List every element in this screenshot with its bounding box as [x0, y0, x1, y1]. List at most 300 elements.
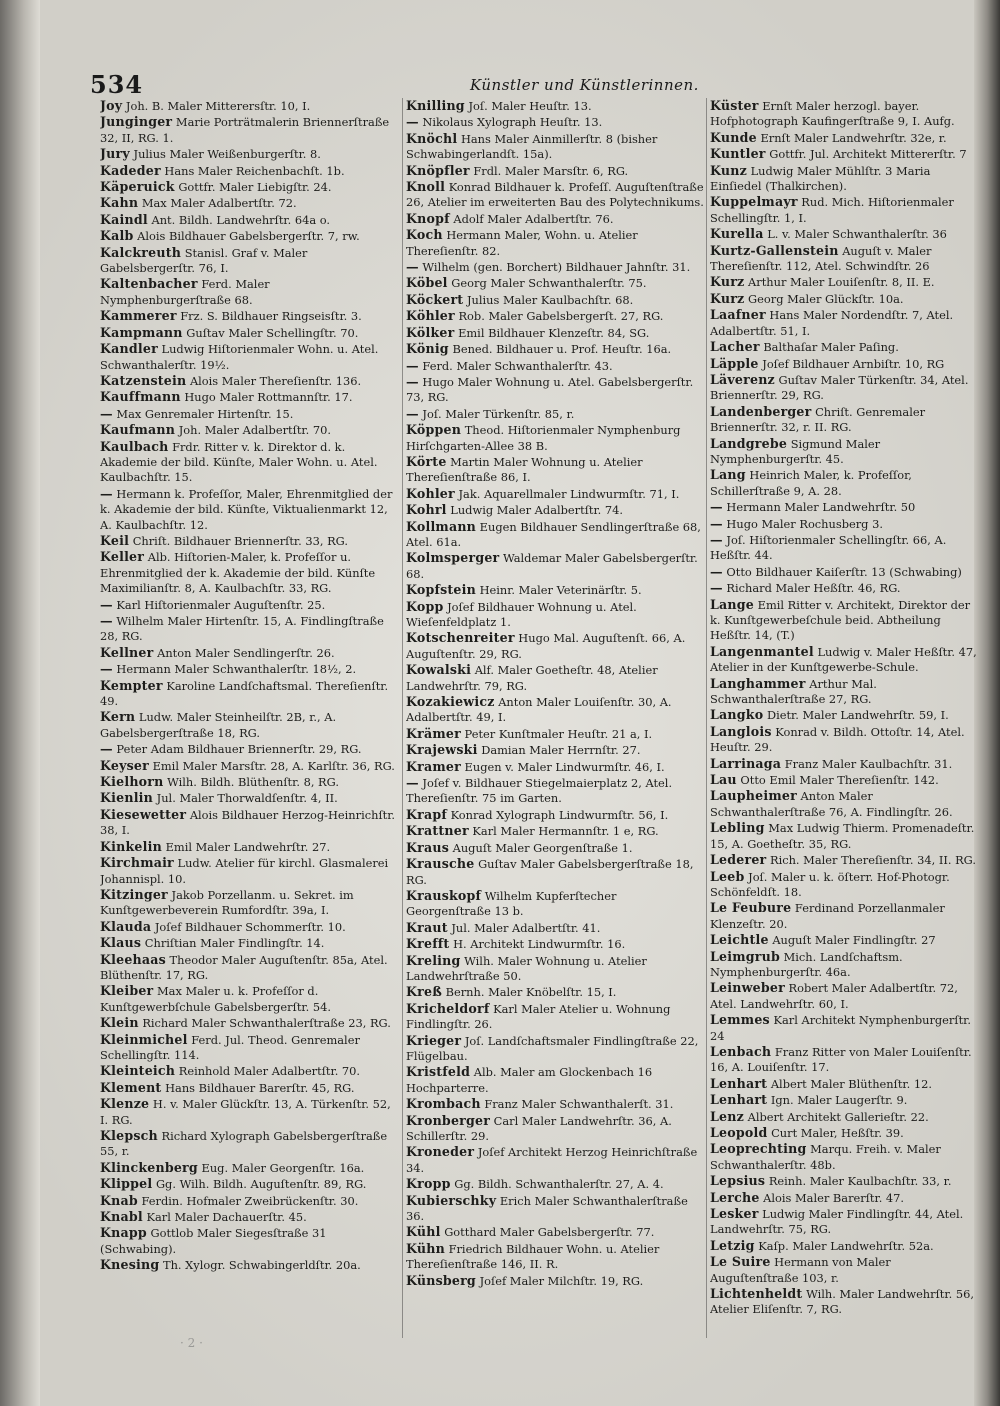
- directory-entry: [100, 1193, 398, 1209]
- entry-text: Hans Maler Nordendſtr. 7, Atel. Adalbertſtr. 51, I.: [710, 308, 954, 338]
- directory-entry: [710, 900, 980, 932]
- entry-name: Läpple: [710, 355, 759, 371]
- entry-name: Klement: [100, 1079, 162, 1095]
- directory-entry: [100, 741, 398, 757]
- entry-text: Ant. Bildh. Landwehrſtr. 64a o.: [151, 212, 331, 227]
- entry-text: Gg. Wilh. Bildh. Auguſtenſtr. 89, RG.: [155, 1177, 367, 1192]
- entry-text: Wilh. Bildh. Blüthenſtr. 8, RG.: [167, 775, 339, 790]
- entry-name: Keller: [100, 549, 145, 565]
- entry-text: Wilhelm (gen. Borchert) Bildhauer Jahnſtr. 31.: [422, 260, 691, 275]
- page-number: 534: [90, 70, 144, 99]
- directory-entry: [406, 1144, 704, 1176]
- directory-entry: [710, 516, 980, 532]
- entry-text: Eugen v. Maler Lindwurmſtr. 46, I.: [464, 759, 665, 774]
- directory-entry: [710, 597, 980, 644]
- entry-name: Kielhorn: [100, 774, 164, 790]
- entry-name: Klippel: [100, 1176, 153, 1192]
- directory-entry: [710, 404, 980, 436]
- directory-entry: [406, 406, 704, 422]
- entry-name: Knesing: [100, 1257, 160, 1273]
- entry-text: Rud. Mich. Hiſtorienmaler Schellingſtr. 1, I.: [710, 195, 954, 225]
- directory-entry: [406, 1064, 704, 1096]
- entry-text: Auguſt Maler Findlingſtr. 27: [772, 933, 936, 948]
- entry-name: Kuppelmayr: [710, 194, 798, 210]
- entry-text: Alois Bildhauer Herzog-Heinrichſtr. 38, I.: [100, 807, 396, 838]
- directory-entry: [710, 869, 980, 901]
- directory-entry: [710, 949, 980, 981]
- entry-text: Theodor Maler Auguſtenſtr. 85a, Atel. Blüthenſtr. 17, RG.: [100, 952, 388, 982]
- entry-text: Wilh. Maler Wohnung u. Atelier Landwehrſtraße 50.: [406, 953, 647, 983]
- entry-text: Karoline Landſchaftsmal. Thereſienſtr. 49.: [100, 678, 389, 709]
- entry-name: Klaus: [100, 935, 142, 951]
- directory-entry: [406, 341, 704, 357]
- directory-entry: [100, 486, 398, 533]
- directory-entry: [710, 226, 980, 242]
- entry-text: Adolf Maler Adalbertſtr. 76.: [453, 211, 614, 226]
- entry-name: Kempter: [100, 677, 163, 693]
- directory-entry: [406, 292, 704, 308]
- entry-name: Lesker: [710, 1206, 759, 1222]
- directory-entry: [710, 756, 980, 772]
- entry-text: Theod. Hiſtorienmaler Nymphenburg Hirſchgarten-Allee 38 B.: [406, 423, 681, 453]
- entry-text: Ludw. Maler Steinheilſtr. 2B, r., A. Gabelsbergerſtraße 18, RG.: [100, 710, 337, 740]
- entry-text: Balthaſar Maler Paſing.: [763, 340, 899, 355]
- directory-entry: [100, 887, 398, 919]
- entry-name: Lange: [710, 596, 754, 612]
- directory-entry: [710, 532, 980, 564]
- entry-name: —: [100, 405, 113, 421]
- directory-entry: [406, 519, 704, 551]
- directory-entry: [710, 274, 980, 290]
- entry-name: Kurz: [710, 274, 745, 290]
- entry-text: Chriſt. Bildhauer Briennerſtr. 33, RG.: [132, 533, 348, 548]
- directory-entry: [710, 788, 980, 820]
- entry-text: Ernſt Maler Landwehrſtr. 32e, r.: [760, 130, 947, 145]
- entry-text: Konrad Xylograph Lindwurmſtr. 56, I.: [450, 807, 669, 822]
- directory-entry: [406, 775, 704, 807]
- entry-text: Joſef Bildhauer Schommerſtr. 10.: [154, 919, 346, 934]
- entry-name: Kotschenreiter: [406, 630, 515, 646]
- entry-name: Köbel: [406, 275, 448, 291]
- directory-entry: [710, 820, 980, 852]
- entry-text: Bernh. Maler Knöbelſtr. 15, I.: [445, 985, 617, 1000]
- directory-entry: [710, 339, 980, 355]
- entry-name: Kern: [100, 709, 136, 725]
- directory-entry: [100, 774, 398, 790]
- directory-entry: [710, 307, 980, 339]
- entry-name: —: [710, 499, 723, 515]
- entry-text: Alb. Maler am Glockenbach 16 Hochparterre.: [406, 1065, 653, 1095]
- entry-text: Rob. Maler Gabelsbergerſt. 27, RG.: [458, 309, 664, 324]
- directory-entry: [710, 980, 980, 1012]
- entry-text: Otto Emil Maler Thereſienſtr. 142.: [740, 773, 939, 788]
- directory-entry: [710, 356, 980, 372]
- entry-name: Kampmann: [100, 324, 183, 340]
- entry-name: Kaufmann: [100, 422, 176, 438]
- entry-name: Landgrebe: [710, 435, 788, 451]
- entry-text: Albert Architekt Gallerieſtr. 22.: [747, 1109, 929, 1124]
- directory-entry: [100, 228, 398, 244]
- directory-entry: [406, 582, 704, 598]
- entry-text: H. Architekt Lindwurmſtr. 16.: [453, 937, 626, 952]
- entry-name: Kurella: [710, 226, 764, 242]
- directory-entry: [100, 839, 398, 855]
- entry-name: Leimgrub: [710, 948, 780, 964]
- entry-name: Klenze: [100, 1096, 150, 1112]
- directory-entry: [710, 1044, 980, 1076]
- entry-text: Wilhelm Kupferſtecher Georgenſtraße 13 b.: [406, 888, 617, 919]
- entry-name: Lacher: [710, 339, 760, 355]
- entry-text: Richard Xylograph Gabelsbergerſtraße 55, r.: [100, 1129, 388, 1159]
- entry-name: —: [100, 741, 113, 757]
- entry-name: Lemmes: [710, 1012, 770, 1028]
- entry-text: Heinrich Maler, k. Profeſſor, Schillerſtraße 9, A. 28.: [710, 468, 912, 498]
- entry-name: Leeb: [710, 868, 745, 884]
- entry-name: —: [406, 259, 419, 275]
- entry-text: Peter Adam Bildhauer Briennerſtr. 29, RG.: [116, 742, 362, 757]
- directory-entry: [100, 758, 398, 774]
- binding-edge: [0, 0, 40, 1406]
- entry-text: Ludwig Maler Findlingſtr. 44, Atel. Landwehrſtr. 75, RG.: [710, 1207, 964, 1237]
- directory-entry: [406, 163, 704, 179]
- entry-text: Julius Maler Kaulbachſtr. 68.: [466, 292, 634, 307]
- entry-name: Kleehaas: [100, 951, 166, 967]
- entry-text: Alois Maler Barerſtr. 47.: [763, 1190, 905, 1205]
- entry-text: L. v. Maler Schwanthalerſtr. 36: [767, 227, 947, 242]
- directory-entry: [406, 694, 704, 726]
- entry-name: Knöpfler: [406, 162, 470, 178]
- entry-text: Martin Maler Wohnung u. Atelier Thereſienſtraße 86, I.: [406, 454, 643, 485]
- entry-text: Heinr. Maler Veterinärſtr. 5.: [479, 583, 642, 598]
- directory-entry: [406, 1113, 704, 1145]
- directory-entry: [406, 308, 704, 324]
- directory-entry: [100, 790, 398, 806]
- entry-text: Joſef v. Bildhauer Stiegelmaierplatz 2, Atel. Thereſienſtr. 75 im Garten.: [406, 776, 673, 806]
- entry-text: Jakob Porzellanm. u. Sekret. im Kunſtgewerbeverein Rumfordſtr. 39a, I.: [100, 887, 354, 918]
- column-2: [406, 98, 704, 1338]
- entry-text: Otto Bildhauer Kaiſerſtr. 13 (Schwabing): [726, 564, 962, 579]
- entry-text: Joſef Bildhauer Arnbiſtr. 10, RG: [762, 356, 945, 371]
- entry-text: Karl Maler Hermannſtr. 1 e, RG.: [472, 824, 659, 839]
- entry-text: Sigmund Maler Nymphenburgerſtr. 45.: [710, 436, 881, 466]
- entry-name: Kaltenbacher: [100, 276, 198, 292]
- directory-entry: [100, 439, 398, 486]
- entry-name: —: [100, 485, 113, 501]
- entry-text: Anton Maler Louiſenſtr. 30, A. Adalbertſtr. 49, I.: [406, 695, 672, 725]
- entry-text: H. v. Maler Glückſtr. 13, A. Türkenſtr. 52, I. RG.: [100, 1097, 391, 1127]
- entry-name: Krefft: [406, 936, 450, 952]
- entry-text: Joh. B. Maler Mitterersſtr. 10, I.: [125, 99, 311, 113]
- entry-text: Franz Maler Kaulbachſtr. 31.: [784, 756, 953, 771]
- entry-text: Gottfr. Jul. Architekt Mittererſtr. 7: [769, 147, 967, 162]
- entry-text: Hugo Maler Rochusberg 3.: [726, 516, 883, 531]
- entry-name: Küster: [710, 98, 759, 113]
- directory-entry: [406, 502, 704, 518]
- entry-text: Frz. S. Bildhauer Ringseisſtr. 3.: [180, 309, 362, 324]
- entry-text: Wilh. Maler Landwehrſtr. 56, Atelier Eliſenſtr. 7, RG.: [710, 1287, 974, 1317]
- entry-name: Lichtenheldt: [710, 1286, 803, 1302]
- entry-text: Joh. Maler Adalbertſtr. 70.: [178, 423, 331, 438]
- entry-text: Peter Kunſtmaler Heuſtr. 21 a, I.: [464, 726, 653, 741]
- entry-name: Kronberger: [406, 1112, 491, 1128]
- entry-text: Julius Maler Weißenburgerſtr. 8.: [133, 147, 321, 162]
- entry-text: Arthur Maler Louiſenſtr. 8, II. E.: [748, 275, 935, 290]
- entry-name: Kiesewetter: [100, 806, 187, 822]
- directory-entry: [710, 932, 980, 948]
- entry-text: Richard Maler Heßſtr. 46, RG.: [726, 581, 901, 596]
- entry-text: Joſ. Maler Türkenſtr. 85, r.: [422, 406, 575, 421]
- entry-text: Max Genremaler Hirtenſtr. 15.: [116, 406, 294, 421]
- directory-entry: [710, 1173, 980, 1189]
- entry-name: Kellner: [100, 644, 154, 660]
- entry-text: Alf. Maler Goetheſtr. 48, Atelier Landwehrſtr. 79, RG.: [406, 663, 658, 693]
- directory-entry: [406, 325, 704, 341]
- directory-entry: [710, 291, 980, 307]
- directory-entry: [406, 1241, 704, 1273]
- entry-text: Emil Maler Landwehrſtr. 27.: [165, 839, 331, 854]
- directory-entry: [710, 499, 980, 515]
- directory-entry: [100, 195, 398, 211]
- directory-entry: [406, 211, 704, 227]
- entry-name: Katzenstein: [100, 372, 187, 388]
- entry-name: Langhammer: [710, 675, 806, 691]
- entry-name: Lederer: [710, 852, 767, 868]
- entry-text: Ferd. Maler Nymphenburgerſtraße 68.: [100, 277, 270, 307]
- entry-text: Chriſtian Maler Findlingſtr. 14.: [144, 936, 325, 951]
- entry-name: Jury: [100, 146, 130, 162]
- entry-name: Kozakiewicz: [406, 694, 495, 710]
- directory-entry: [710, 163, 980, 195]
- directory-entry: [710, 1125, 980, 1141]
- directory-entry: [100, 549, 398, 596]
- entry-text: Auguſt v. Maler Thereſienſtr. 112, Atel. Schwindſtr. 26: [710, 243, 932, 274]
- entry-name: Lang: [710, 467, 746, 483]
- entry-text: Arthur Mal. Schwanthalerſtraße 27, RG.: [710, 676, 877, 707]
- entry-name: —: [710, 563, 723, 579]
- directory-entry: [406, 131, 704, 163]
- directory-entry: [406, 759, 704, 775]
- entry-text: Hermann k. Profeſſor, Maler, Ehrenmitglied der k. Akademie der bild. Künſte, Viktualienmarkt 12, A. Kaulbachſtr. 12.: [100, 486, 393, 532]
- entry-name: Kammerer: [100, 308, 177, 324]
- column-1: [100, 98, 398, 1338]
- entry-text: Joſ. Landſchaftsmaler Findlingſtraße 22, Flügelbau.: [406, 1033, 699, 1063]
- directory-entry: [100, 952, 398, 984]
- directory-entry: [710, 467, 980, 499]
- directory-entry: [406, 662, 704, 694]
- entry-name: Knabl: [100, 1209, 143, 1225]
- entry-text: Gottlob Maler Siegesſtraße 31 (Schwabing).: [100, 1226, 327, 1256]
- directory-entry: [100, 645, 398, 661]
- entry-name: Kleinteich: [100, 1063, 176, 1079]
- entry-text: Frdl. Maler Marsſtr. 6, RG.: [473, 163, 629, 178]
- entry-name: Le Feubure: [710, 900, 792, 916]
- directory-entry: [100, 1160, 398, 1176]
- entry-name: Krapf: [406, 806, 447, 822]
- entry-text: Jul. Maler Thorwaldſenſtr. 4, II.: [156, 791, 338, 806]
- directory-entry: [100, 613, 398, 645]
- column-rule: [402, 98, 403, 1338]
- entry-text: Guſtav Maler Türkenſtr. 34, Atel. Briennerſtr. 29, RG.: [710, 372, 969, 403]
- directory-entry: [406, 1096, 704, 1112]
- directory-entry: [100, 212, 398, 228]
- entry-text: Marie Porträtmalerin Briennerſtraße 32, II, RG. 1.: [100, 115, 390, 145]
- entry-name: Leichtle: [710, 932, 769, 948]
- entry-name: Lenbach: [710, 1043, 772, 1059]
- directory-entry: [710, 772, 980, 788]
- directory-entry: [710, 243, 980, 275]
- entry-name: Kollmann: [406, 518, 477, 534]
- entry-name: —: [406, 775, 419, 791]
- directory-entry: [710, 130, 980, 146]
- entry-name: Kohler: [406, 485, 455, 501]
- entry-text: Ludwig Maler Mühlſtr. 3 Maria Einſiedel (Thalkirchen).: [710, 163, 931, 194]
- directory-entry: [406, 1193, 704, 1225]
- directory-entry: [406, 275, 704, 291]
- directory-entry: [100, 1032, 398, 1064]
- entry-name: Kraus: [406, 839, 449, 855]
- directory-entry: [406, 1224, 704, 1240]
- entry-text: Eugen Bildhauer Sendlingerſtraße 68, Atel. 61a.: [406, 519, 701, 549]
- directory-entry: [100, 406, 398, 422]
- entry-name: Läverenz: [710, 371, 775, 387]
- entry-text: Kaſp. Maler Landwehrſtr. 52a.: [758, 1238, 934, 1253]
- entry-name: Kahn: [100, 195, 139, 211]
- entry-name: Kreß: [406, 984, 442, 1000]
- directory-entry: [406, 259, 704, 275]
- directory-entry: [710, 194, 980, 226]
- entry-text: Joſef Bildhauer Wohnung u. Atel. Wieſenfeldplatz 1.: [406, 599, 637, 629]
- directory-entry: [710, 1109, 980, 1125]
- entry-text: Ferdin. Hofmaler Zweibrückenſtr. 30.: [141, 1193, 359, 1208]
- directory-entry: [100, 341, 398, 373]
- directory-entry: [406, 742, 704, 758]
- footer-mark: · 2 ·: [180, 1336, 203, 1350]
- entry-name: Kienlin: [100, 790, 154, 806]
- entry-name: Lenz: [710, 1108, 744, 1124]
- entry-name: Kleiber: [100, 983, 154, 999]
- entry-name: Käperuick: [100, 179, 175, 195]
- entry-name: Leinweber: [710, 980, 785, 996]
- entry-name: Kaulbach: [100, 438, 169, 454]
- entry-name: Lenhart: [710, 1092, 768, 1108]
- directory-entry: [100, 661, 398, 677]
- entry-name: Kadeder: [100, 162, 161, 178]
- directory-entry: [710, 852, 980, 868]
- directory-entry: [100, 179, 398, 195]
- entry-text: Ludwig Hiſtorienmaler Wohn. u. Atel. Schwanthalerſtr. 19½.: [100, 342, 379, 372]
- entry-text: Joſef Architekt Herzog Heinrichſtraße 34.: [406, 1145, 698, 1175]
- entry-name: Landenberger: [710, 403, 812, 419]
- entry-name: Kirchmair: [100, 855, 174, 871]
- entry-text: Emil Maler Marsſtr. 28, A. Karlſtr. 36, RG.: [152, 758, 395, 773]
- entry-text: Waldemar Maler Gabelsbergerſtr. 68.: [406, 551, 698, 581]
- directory-entry: [710, 1141, 980, 1173]
- directory-entry: [100, 98, 398, 114]
- entry-name: Langenmantel: [710, 643, 814, 659]
- entry-name: Knapp: [100, 1225, 147, 1241]
- column-rule: [706, 98, 707, 1338]
- directory-entry: [406, 630, 704, 662]
- directory-entry: [100, 597, 398, 613]
- entry-name: Krajewski: [406, 742, 478, 758]
- entry-name: Krämer: [406, 725, 461, 741]
- directory-entry: [406, 936, 704, 952]
- entry-text: Reinh. Maler Kaulbachſtr. 33, r.: [768, 1174, 952, 1189]
- directory-entry: [100, 325, 398, 341]
- entry-text: Hugo Maler Rottmannſtr. 17.: [184, 390, 353, 405]
- directory-entry: [100, 919, 398, 935]
- entry-text: Reinhold Maler Adalbertſtr. 70.: [178, 1064, 361, 1079]
- entry-name: Lebling: [710, 820, 765, 836]
- entry-text: Ludwig v. Maler Heßſtr. 47, Atelier in der Kunſtgewerbe-Schule.: [710, 644, 977, 675]
- entry-text: Wilhelm Maler Hirtenſtr. 15, A. Findlingſtraße 28, RG.: [100, 614, 384, 644]
- entry-name: Kölker: [406, 324, 455, 340]
- entry-text: Joſ. Maler u. k. öſterr. Hof-Photogr. Schönfeldſt. 18.: [710, 869, 950, 899]
- entry-text: Gottfr. Maler Liebigſtr. 24.: [178, 180, 332, 195]
- entry-text: Hugo Maler Wohnung u. Atel. Gabelsbergerſtr. 73, RG.: [406, 374, 694, 405]
- entry-text: Damian Maler Herrnſtr. 27.: [481, 743, 641, 758]
- directory-columns: [100, 98, 980, 1338]
- directory-entry: [406, 920, 704, 936]
- entry-text: Joſ. Maler Heuſtr. 13.: [468, 99, 592, 113]
- entry-text: Karl Architekt Nymphenburgerſtr. 24: [710, 1013, 971, 1043]
- entry-text: Hans Bildhauer Barerſtr. 45, RG.: [165, 1080, 355, 1095]
- entry-name: Letzig: [710, 1237, 755, 1253]
- entry-name: Lepsius: [710, 1173, 766, 1189]
- directory-entry: [406, 984, 704, 1000]
- entry-text: Ign. Maler Laugerſtr. 9.: [770, 1093, 908, 1108]
- directory-entry: [100, 245, 398, 277]
- entry-name: Kristfeld: [406, 1064, 471, 1080]
- entry-name: Leopold: [710, 1125, 768, 1140]
- entry-text: Hugo Mal. Auguſtenſt. 66, A. Auguſtenſtr. 29, RG.: [406, 631, 686, 661]
- entry-text: Hermann Maler, Wohn. u. Atelier Thereſienſtr. 82.: [406, 228, 638, 258]
- entry-name: Krieger: [406, 1032, 462, 1048]
- entry-text: Anton Maler Sendlingerſtr. 26.: [157, 645, 335, 660]
- directory-entry: [406, 550, 704, 582]
- entry-name: Langlois: [710, 723, 772, 739]
- directory-entry: [710, 580, 980, 596]
- entry-text: Georg Maler Glückſtr. 10a.: [748, 291, 904, 306]
- entry-text: Franz Maler Schwanthalerſt. 31.: [484, 1097, 674, 1112]
- entry-name: Kinkelin: [100, 838, 162, 854]
- entry-text: Ludwig Maler Adalbertſtr. 74.: [450, 503, 624, 518]
- entry-text: Joſ. Hiſtorienmaler Schellingſtr. 66, A. Heßſtr. 44.: [710, 532, 947, 563]
- directory-entry: [100, 1096, 398, 1128]
- entry-text: Chriſt. Genremaler Briennerſtr. 32, r. II. RG.: [710, 404, 926, 435]
- entry-text: Erich Maler Schwanthalerſtraße 36.: [406, 1193, 688, 1224]
- entry-text: Albert Maler Blüthenſtr. 12.: [770, 1076, 932, 1091]
- entry-text: Alois Maler Thereſienſtr. 136.: [189, 373, 362, 388]
- entry-text: Richard Maler Schwanthalerſtraße 23, RG.: [142, 1016, 391, 1031]
- directory-entry: [100, 1209, 398, 1225]
- directory-entry: [406, 422, 704, 454]
- entry-name: Knöchl: [406, 130, 458, 146]
- entry-text: Anton Maler Schwanthalerſtraße 76, A. Findlingſtr. 26.: [710, 789, 953, 819]
- entry-name: Kunz: [710, 162, 747, 178]
- running-head: Künstler und Künstlerinnen.: [470, 76, 699, 94]
- directory-entry: [710, 1012, 980, 1044]
- directory-entry: [100, 146, 398, 162]
- entry-text: Nikolaus Xylograph Heuſtr. 13.: [422, 115, 603, 130]
- entry-text: Frdr. Ritter v. k. Direktor d. k. Akademie der bild. Künſte, Maler Wohn. u. Atel. Kaulbachſtr. 15.: [100, 439, 378, 485]
- entry-name: Krombach: [406, 1096, 481, 1112]
- entry-text: Hermann Maler Schwanthalerſtr. 18½, 2.: [116, 662, 357, 677]
- entry-name: Joy: [100, 98, 123, 113]
- entry-name: Köckert: [406, 291, 464, 307]
- entry-text: Hans Maler Reichenbachſt. 1b.: [164, 163, 345, 178]
- entry-text: Guſtav Maler Gabelsbergerſtraße 18, RG.: [406, 857, 694, 887]
